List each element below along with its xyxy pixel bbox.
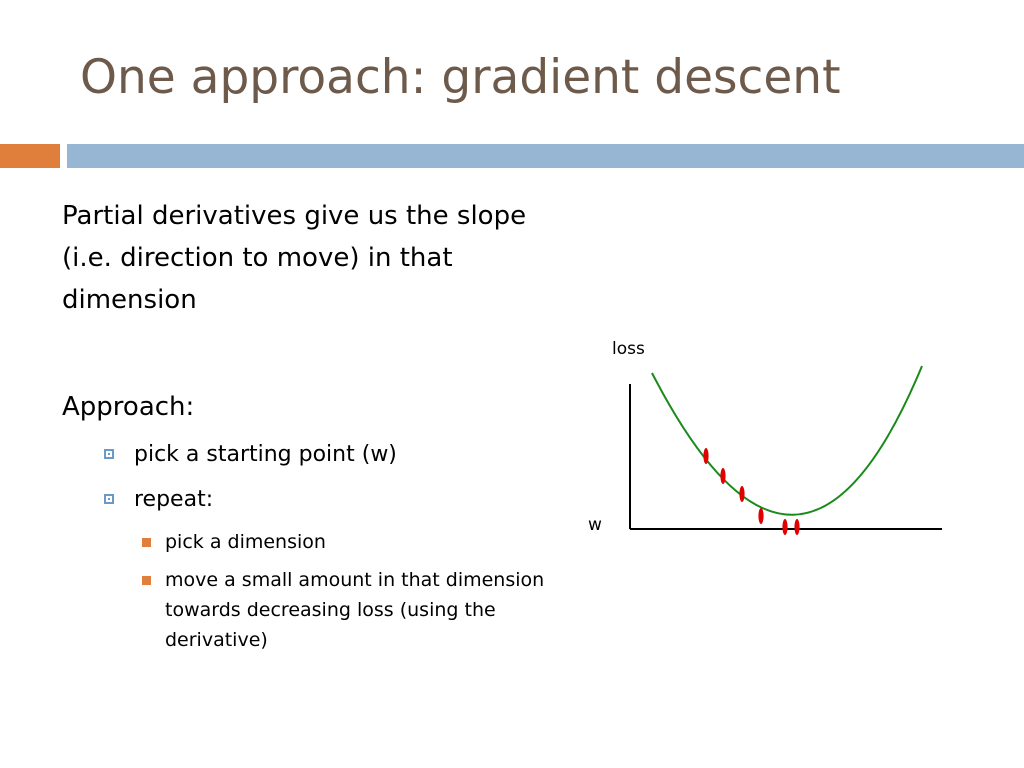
title-accent-bar-blue [67,144,1024,168]
y-axis-label: loss [612,339,645,359]
substep-list-item [142,565,565,655]
substep-list-item [142,527,565,557]
descent-step-marker [739,486,744,502]
square-bullet-icon [104,494,114,504]
intro-paragraph: Partial derivatives give us the slope (i.e. direction to move) in that dimension [62,201,527,315]
substep-label: pick a dimension [165,531,326,553]
square-bullet-icon [104,449,114,459]
step-label: repeat: [134,487,214,512]
filled-square-bullet-icon [142,576,151,585]
slide-title: One approach: gradient descent [80,50,841,105]
loss-curve-diagram [560,330,960,540]
title-accent-bar-orange [0,144,60,168]
descent-markers [703,448,799,535]
step-list-item [104,440,397,470]
substep-label: move a small amount in that dimension towards decreasing loss (using the derivative) [165,569,545,651]
x-axis-label: w [588,515,602,535]
loss-curve [652,366,922,515]
descent-step-marker [782,519,787,535]
descent-step-marker [794,519,799,535]
descent-step-marker [758,508,763,524]
step-label: pick a starting point (w) [134,442,397,467]
step-list-item [104,485,213,515]
filled-square-bullet-icon [142,538,151,547]
approach-heading: Approach: [62,392,195,422]
descent-step-marker [720,468,725,484]
descent-step-marker [703,448,708,464]
